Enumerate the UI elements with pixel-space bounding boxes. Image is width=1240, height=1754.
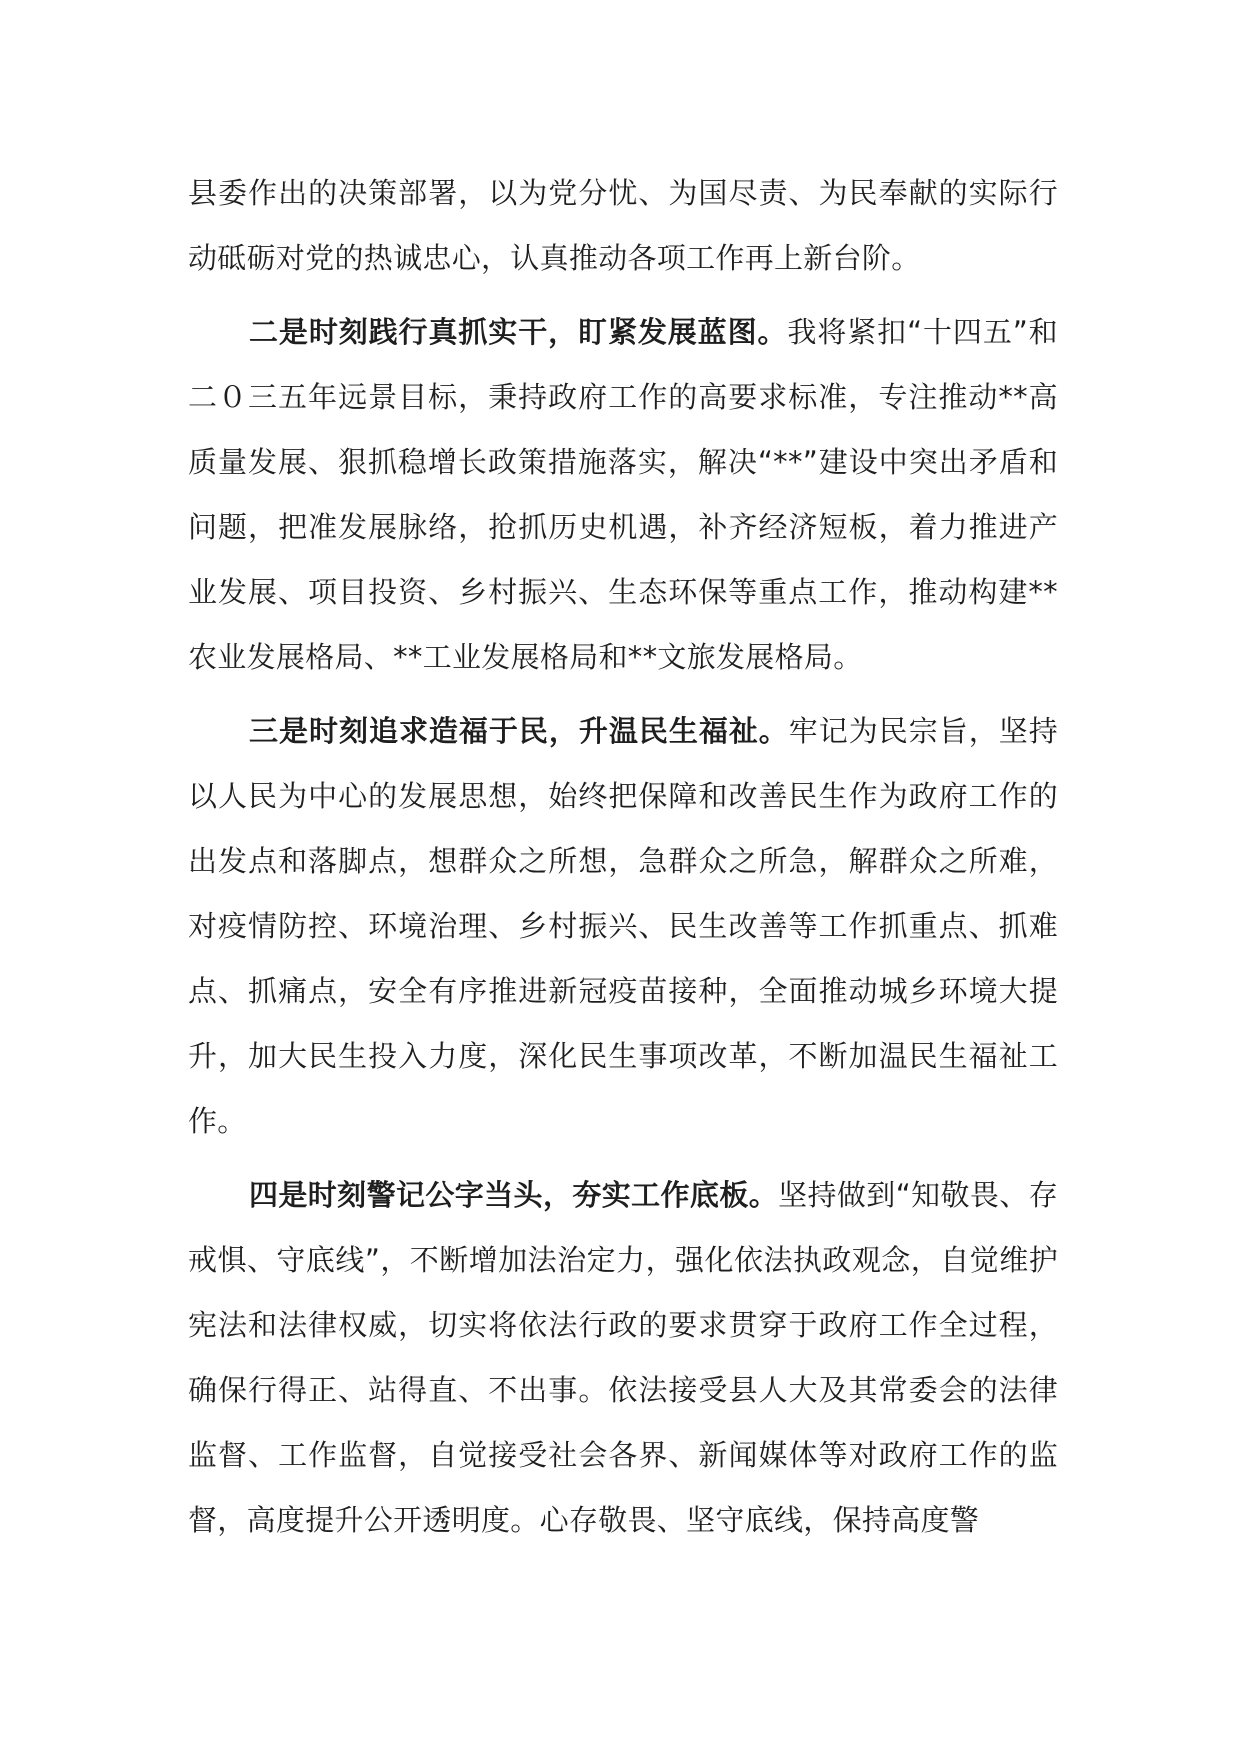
paragraph-4-lead-heading: 四是时刻警记公字当头，夯实工作底板。 — [249, 1178, 779, 1212]
paragraph-3-lead-heading: 三是时刻追求造福于民，升温民生福祉。 — [249, 714, 789, 748]
paragraph-2-text: 我将紧扣“十四五”和二０三五年远景目标，秉持政府工作的高要求标准，专注推动**高质量发展、狠抓稳增长政策措施落实，解决“**”建设中突出矛盾和问题，把准发展脉络，抢抓历史机遇，补齐经济短板，着力推进产业发展、项目投资、乡村振兴、生态环保等重点工作，推动构建**农业发展格局、**工业发展格局和**文旅发展格局。 — [188, 315, 1058, 674]
paragraph-3-text: 牢记为民宗旨，坚持以人民为中心的发展思想，始终把保障和改善民生作为政府工作的出发点和落脚点，想群众之所想，急群众之所急，解群众之所难，对疫情防控、环境治理、乡村振兴、民生改善等工作抓重点、抓难点、抓痛点，安全有序推进新冠疫苗接种，全面推动城乡环境大提升，加大民生投入力度，深化民生事项改革，不断加温民生福祉工作。 — [188, 714, 1059, 1138]
paragraph-point-3 — [188, 699, 1058, 1154]
paragraph-2-lead-heading: 二是时刻践行真抓实干，盯紧发展蓝图。 — [249, 315, 788, 349]
paragraph-4-text: 坚持做到“知敬畏、存戒惧、守底线”，不断增加法治定力，强化依法执政观念，自觉维护宪法和法律权威，切实将依法行政的要求贯穿于政府工作全过程，确保行得正、站得直、不出事。依法接受县人大及其常委会的法律监督、工作监督，自觉接受社会各界、新闻媒体等对政府工作的监督，高度提升公开透明度。心存敬畏、坚守底线，保持高度警 — [188, 1178, 1058, 1537]
paragraph-continuation — [188, 161, 1058, 291]
paragraph-point-4 — [188, 1163, 1058, 1553]
document-body — [188, 161, 1058, 1562]
paragraph-point-2 — [188, 300, 1058, 690]
paragraph-1-text: 县委作出的决策部署，以为党分忧、为国尽责、为民奉献的实际行动砥砺对党的热诚忠心，认真推动各项工作再上新台阶。 — [188, 176, 1058, 275]
